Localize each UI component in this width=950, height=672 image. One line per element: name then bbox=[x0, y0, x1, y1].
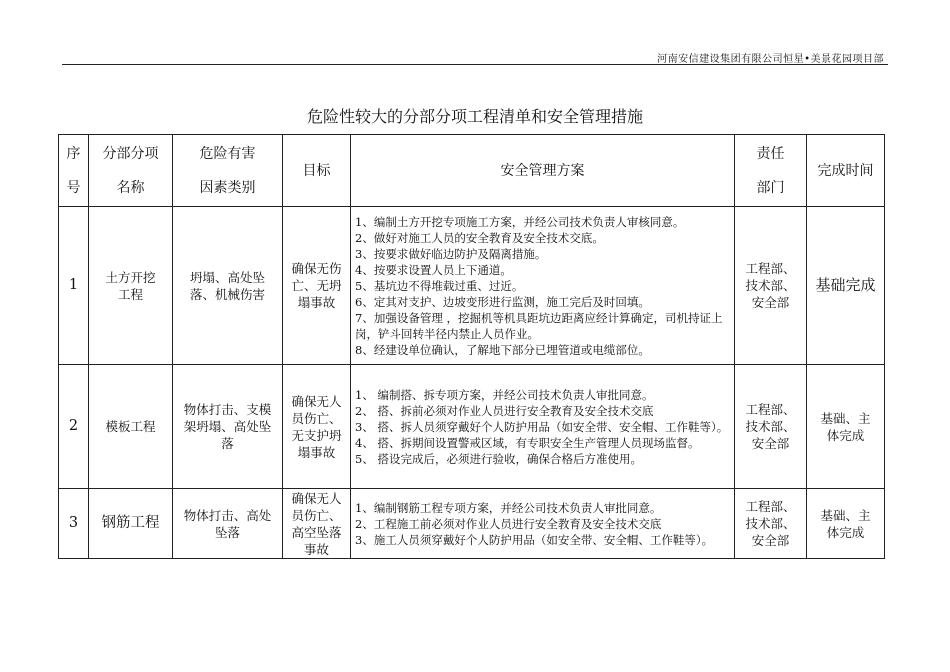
plan-line: 3、 搭、拆人员须穿戴好个人防护用品（如安全带、安全帽、工作鞋等）。 bbox=[355, 419, 729, 434]
row-target: 确保无人员伤亡、无支护坍塌事故 bbox=[283, 365, 351, 489]
row-index: 3 bbox=[59, 489, 89, 559]
table-header-row bbox=[59, 135, 885, 207]
row-department: 工程部、技术部、安全部 bbox=[735, 365, 807, 489]
row-completion: 基础、主体完成 bbox=[807, 489, 885, 559]
plan-line: 2、工程施工前必须对作业人员进行安全教育及安全技术交底 bbox=[355, 516, 662, 531]
row-completion: 基础完成 bbox=[807, 207, 885, 365]
row-index: 2 bbox=[59, 365, 89, 489]
plan-line: 5、基坑边不得堆载过重、过近。 bbox=[355, 278, 524, 293]
table-row bbox=[59, 489, 885, 559]
row-target: 确保无伤亡、无坍塌事故 bbox=[283, 207, 351, 365]
table-row bbox=[59, 365, 885, 489]
row-hazard: 坍塌、高处坠落、机械伤害 bbox=[173, 207, 283, 365]
row-completion: 基础、主体完成 bbox=[807, 365, 885, 489]
plan-line: 6、定其对支护、边坡变形进行监测，施工完后及时回填。 bbox=[355, 294, 650, 309]
header-hazard: 危险有害 因素类别 bbox=[173, 135, 283, 207]
row-subproject: 模板工程 bbox=[89, 365, 173, 489]
row-hazard: 物体打击、支模架坍塌、高处坠落 bbox=[173, 365, 283, 489]
row-plan bbox=[351, 489, 735, 559]
plan-line: 7、加强设备管理 ，挖掘机等机具距坑边距离应经计算确定，司机持证上岗，铲斗回转半径内禁止人员作业。 bbox=[355, 310, 723, 341]
plan-line: 4、按要求设置人员上下通道。 bbox=[355, 262, 512, 277]
header-index: 序 号 bbox=[59, 135, 89, 207]
row-hazard: 物体打击、高处坠落 bbox=[173, 489, 283, 559]
plan-line: 1、编制土方开挖专项施工方案，并经公司技术负责人审核同意。 bbox=[355, 214, 685, 229]
plan-line: 1、 编制搭、拆专项方案，并经公司技术负责人审批同意。 bbox=[355, 387, 654, 402]
plan-line: 5、 搭设完成后，必须进行验收，确保合格后方准使用。 bbox=[355, 451, 642, 466]
document-title: 危险性较大的分部分项工程清单和安全管理措施 bbox=[306, 107, 643, 126]
row-target: 确保无人员伤亡、高空坠落事故 bbox=[283, 489, 351, 559]
row-plan bbox=[351, 365, 735, 489]
header-plan: 安全管理方案 bbox=[351, 135, 735, 207]
plan-line: 1、编制钢筋工程专项方案，并经公司技术负责人审批同意。 bbox=[355, 500, 662, 515]
header-target: 目标 bbox=[283, 135, 351, 207]
row-department: 工程部、技术部、安全部 bbox=[735, 489, 807, 559]
plan-line: 4、 搭、拆期间设置警戒区域，有专职安全生产管理人员现场监督。 bbox=[355, 435, 700, 450]
plan-line: 3、按要求做好临边防护及隔离措施。 bbox=[355, 246, 547, 261]
table-row bbox=[59, 207, 885, 365]
plan-line: 2、做好对施工人员的安全教育及安全技术交底。 bbox=[355, 230, 604, 245]
row-subproject: 钢筋工程 bbox=[89, 489, 173, 559]
hazard-table bbox=[58, 134, 885, 559]
row-plan bbox=[351, 207, 735, 365]
header-divider bbox=[62, 64, 888, 65]
header-organization: 河南安信建设集团有限公司恒星•美景花园项目部 bbox=[657, 54, 884, 65]
plan-line: 2、 搭、拆前必须对作业人员进行安全教育及安全技术交底 bbox=[355, 403, 654, 418]
header-subproject: 分部分项 名称 bbox=[89, 135, 173, 207]
plan-line: 3、施工人员须穿戴好个人防护用品（如安全带、安全帽、工作鞋等）。 bbox=[355, 532, 714, 547]
row-subproject: 土方开挖工程 bbox=[89, 207, 173, 365]
header-department: 责任 部门 bbox=[735, 135, 807, 207]
row-index: 1 bbox=[59, 207, 89, 365]
header-completion: 完成时间 bbox=[807, 135, 885, 207]
row-department: 工程部、技术部、安全部 bbox=[735, 207, 807, 365]
plan-line: 8、经建设单位确认，了解地下部分已埋管道或电缆部位。 bbox=[355, 342, 650, 357]
